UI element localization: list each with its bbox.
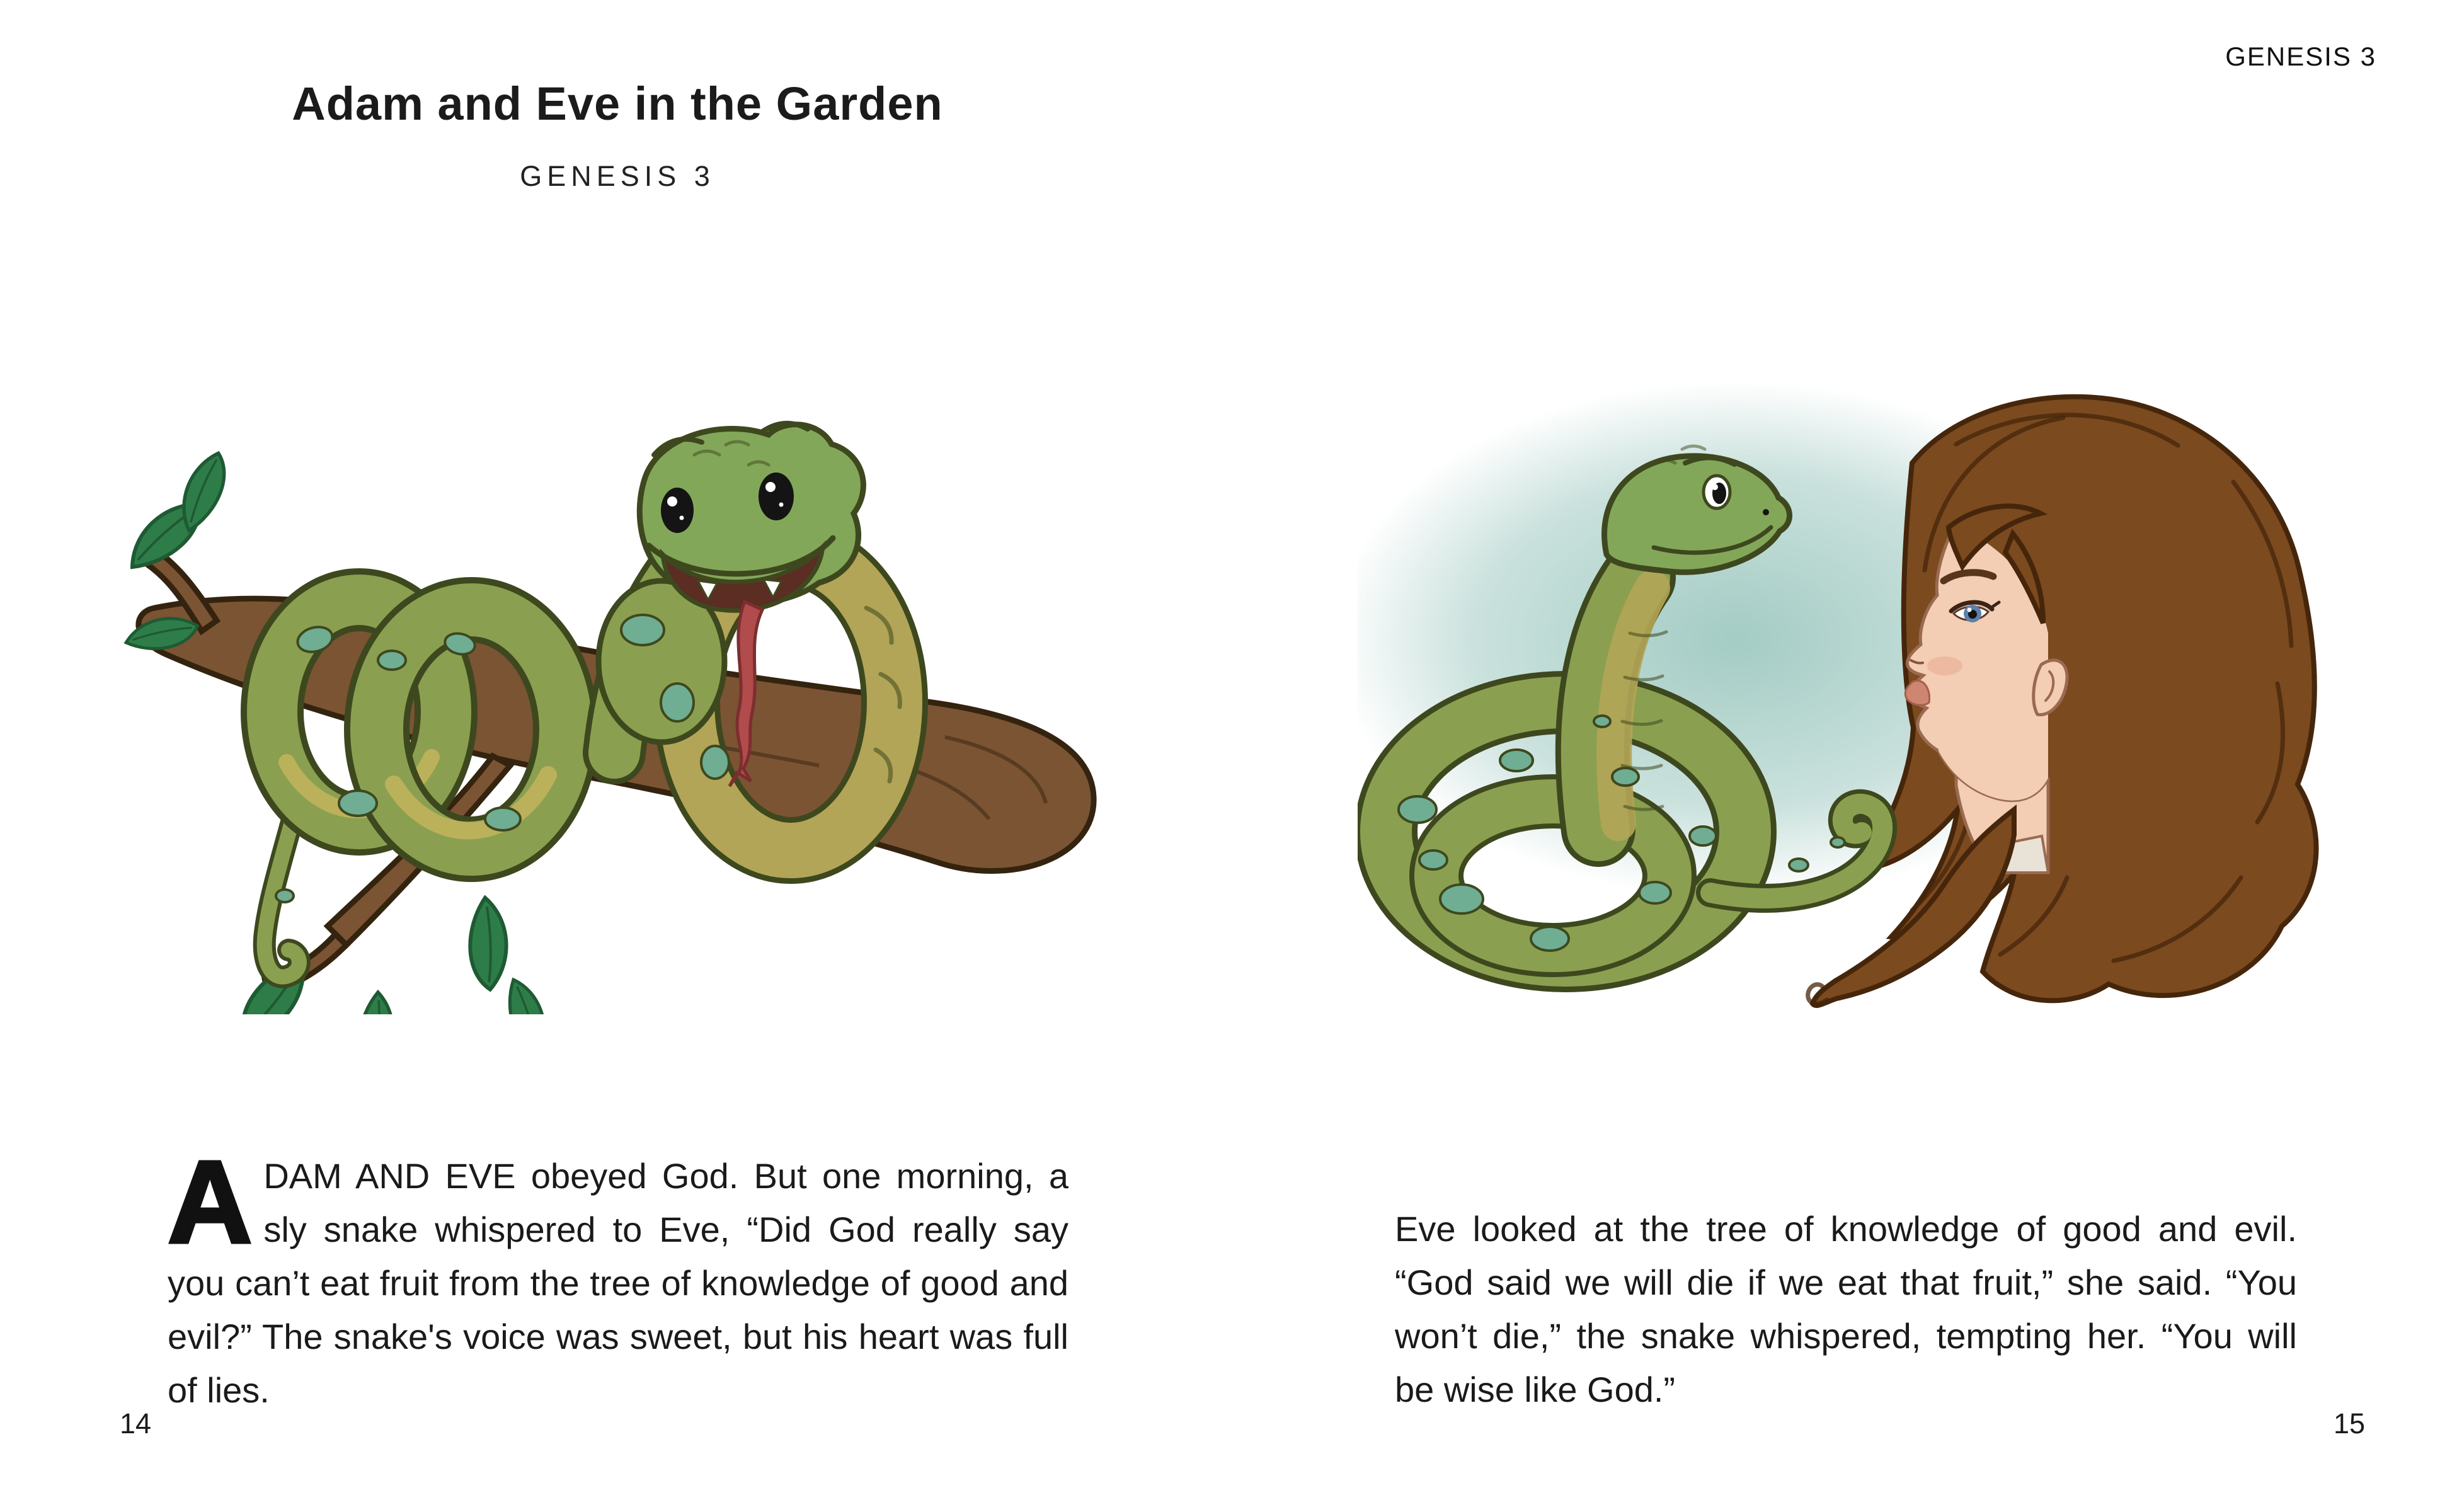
snake-whispering-to-eve-illustration xyxy=(1358,369,2331,1017)
running-head: GENESIS 3 xyxy=(2225,42,2376,71)
left-page-paragraph xyxy=(168,1137,1068,1417)
page-subtitle: GENESIS 3 xyxy=(520,160,715,192)
page-title: Adam and Eve in the Garden xyxy=(292,77,943,130)
page-number-right: 15 xyxy=(2333,1407,2365,1440)
left-paragraph-text: DAM AND EVE obeyed God. But one morning, a sly snake whispered to Eve, “Did God really say you can’t eat fruit from the tree of knowledge of good and evil?” The snake's voice was sweet, but his heart was full of lies. xyxy=(168,1156,1068,1410)
drop-cap: A xyxy=(168,1137,253,1268)
right-paragraph-text: Eve looked at the tree of knowledge of good and evil. “God said we will die if we eat that fruit,” she said. “You won’t die,” the snake whispered, tempting her. “You will be wise like God.” xyxy=(1395,1209,2297,1409)
right-page-paragraph xyxy=(1395,1202,2297,1416)
page-number-left: 14 xyxy=(120,1407,152,1440)
chapter-title-block xyxy=(256,77,979,193)
snake-on-branch-illustration xyxy=(107,359,1128,1014)
